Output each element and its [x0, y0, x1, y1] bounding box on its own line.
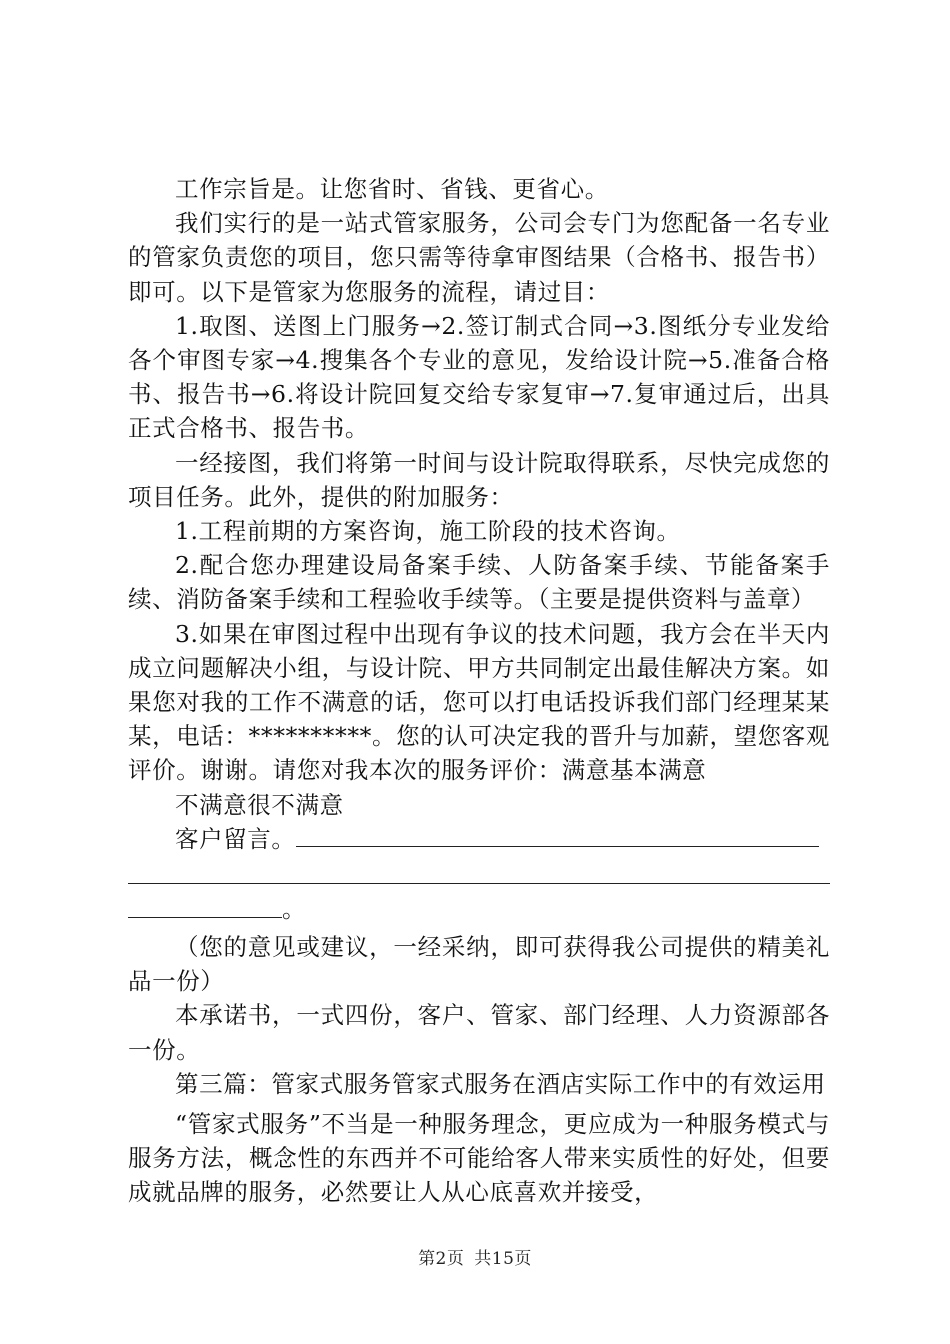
page-total: 共15页	[474, 1249, 532, 1269]
paragraph-contact: 一经接图，我们将第一时间与设计院取得联系，尽快完成您的项目任务。此外，提供的附加服务：	[128, 448, 830, 511]
comment-end-mark: 。	[282, 895, 306, 924]
paragraph-copies: 本承诺书，一式四份，客户、管家、部门经理、人力资源部各一份。	[128, 1001, 830, 1064]
paragraph-extra-service-1: 1.工程前期的方案咨询，施工阶段的技术咨询。	[175, 517, 681, 546]
comment-blank-line-1	[296, 845, 819, 847]
paragraph-extra-service-2: 2.配合您办理建设局备案手续、人防备案手续、节能备案手续、消防备案手续和工程验收手续等。（主要是提供资料与盖章）	[128, 551, 830, 614]
paragraph-butler-concept: “管家式服务”不当是一种服务理念，更应成为一种服务模式与服务方法，概念性的东西并不可能给客人带来实质性的好处，但要成就品牌的服务，必然要让人从心底喜欢并接受，	[128, 1110, 830, 1207]
paragraph-chapter-three-title: 第三篇：管家式服务管家式服务在酒店实际工作中的有效运用	[175, 1069, 826, 1098]
document-body	[128, 172, 830, 1210]
page-number: 第2页	[418, 1249, 465, 1269]
comment-blank-line-2	[128, 883, 830, 884]
comment-blank-line-3	[128, 917, 282, 918]
comment-blank-row-3	[128, 890, 830, 924]
page-footer	[0, 1244, 950, 1269]
paragraph-butler-service: 我们实行的是一站式管家服务，公司会专门为您配备一名专业的管家负责您的项目，您只需等待拿审图结果（合格书、报告书）即可。以下是管家为您服务的流程，请过目：	[128, 209, 830, 306]
paragraph-extra-service-3: 3.如果在审图过程中出现有争议的技术问题，我方会在半天内成立问题解决小组，与设计院、甲方共同制定出最佳解决方案。如果您对我的工作不满意的话，您可以打电话投诉我们部门经理某某某，电话：**********。您的认可决定我的晋升与加薪，望您客观评价。谢谢。请您对我本次的服务评价：满意基本满意	[128, 619, 830, 785]
paragraph-purpose: 工作宗旨是。让您省时、省钱、更省心。	[175, 175, 609, 203]
customer-comment-line	[128, 822, 830, 856]
customer-comment-label: 客户留言。	[175, 824, 296, 853]
paragraph-rating-options: 不满意很不满意	[175, 790, 344, 819]
paragraph-gift-note: （您的意见或建议，一经采纳，即可获得我公司提供的精美礼品一份）	[128, 933, 830, 996]
paragraph-process-steps: 1.取图、送图上门服务→2.签订制式合同→3.图纸分专业发给各个审图专家→4.搜集各个专业的意见，发给设计院→5.准备合格书、报告书→6.将设计院回复交给专家复审→7.复审通过后，出具正式合格书、报告书。	[128, 311, 830, 443]
comment-blank-row-2	[128, 856, 830, 890]
